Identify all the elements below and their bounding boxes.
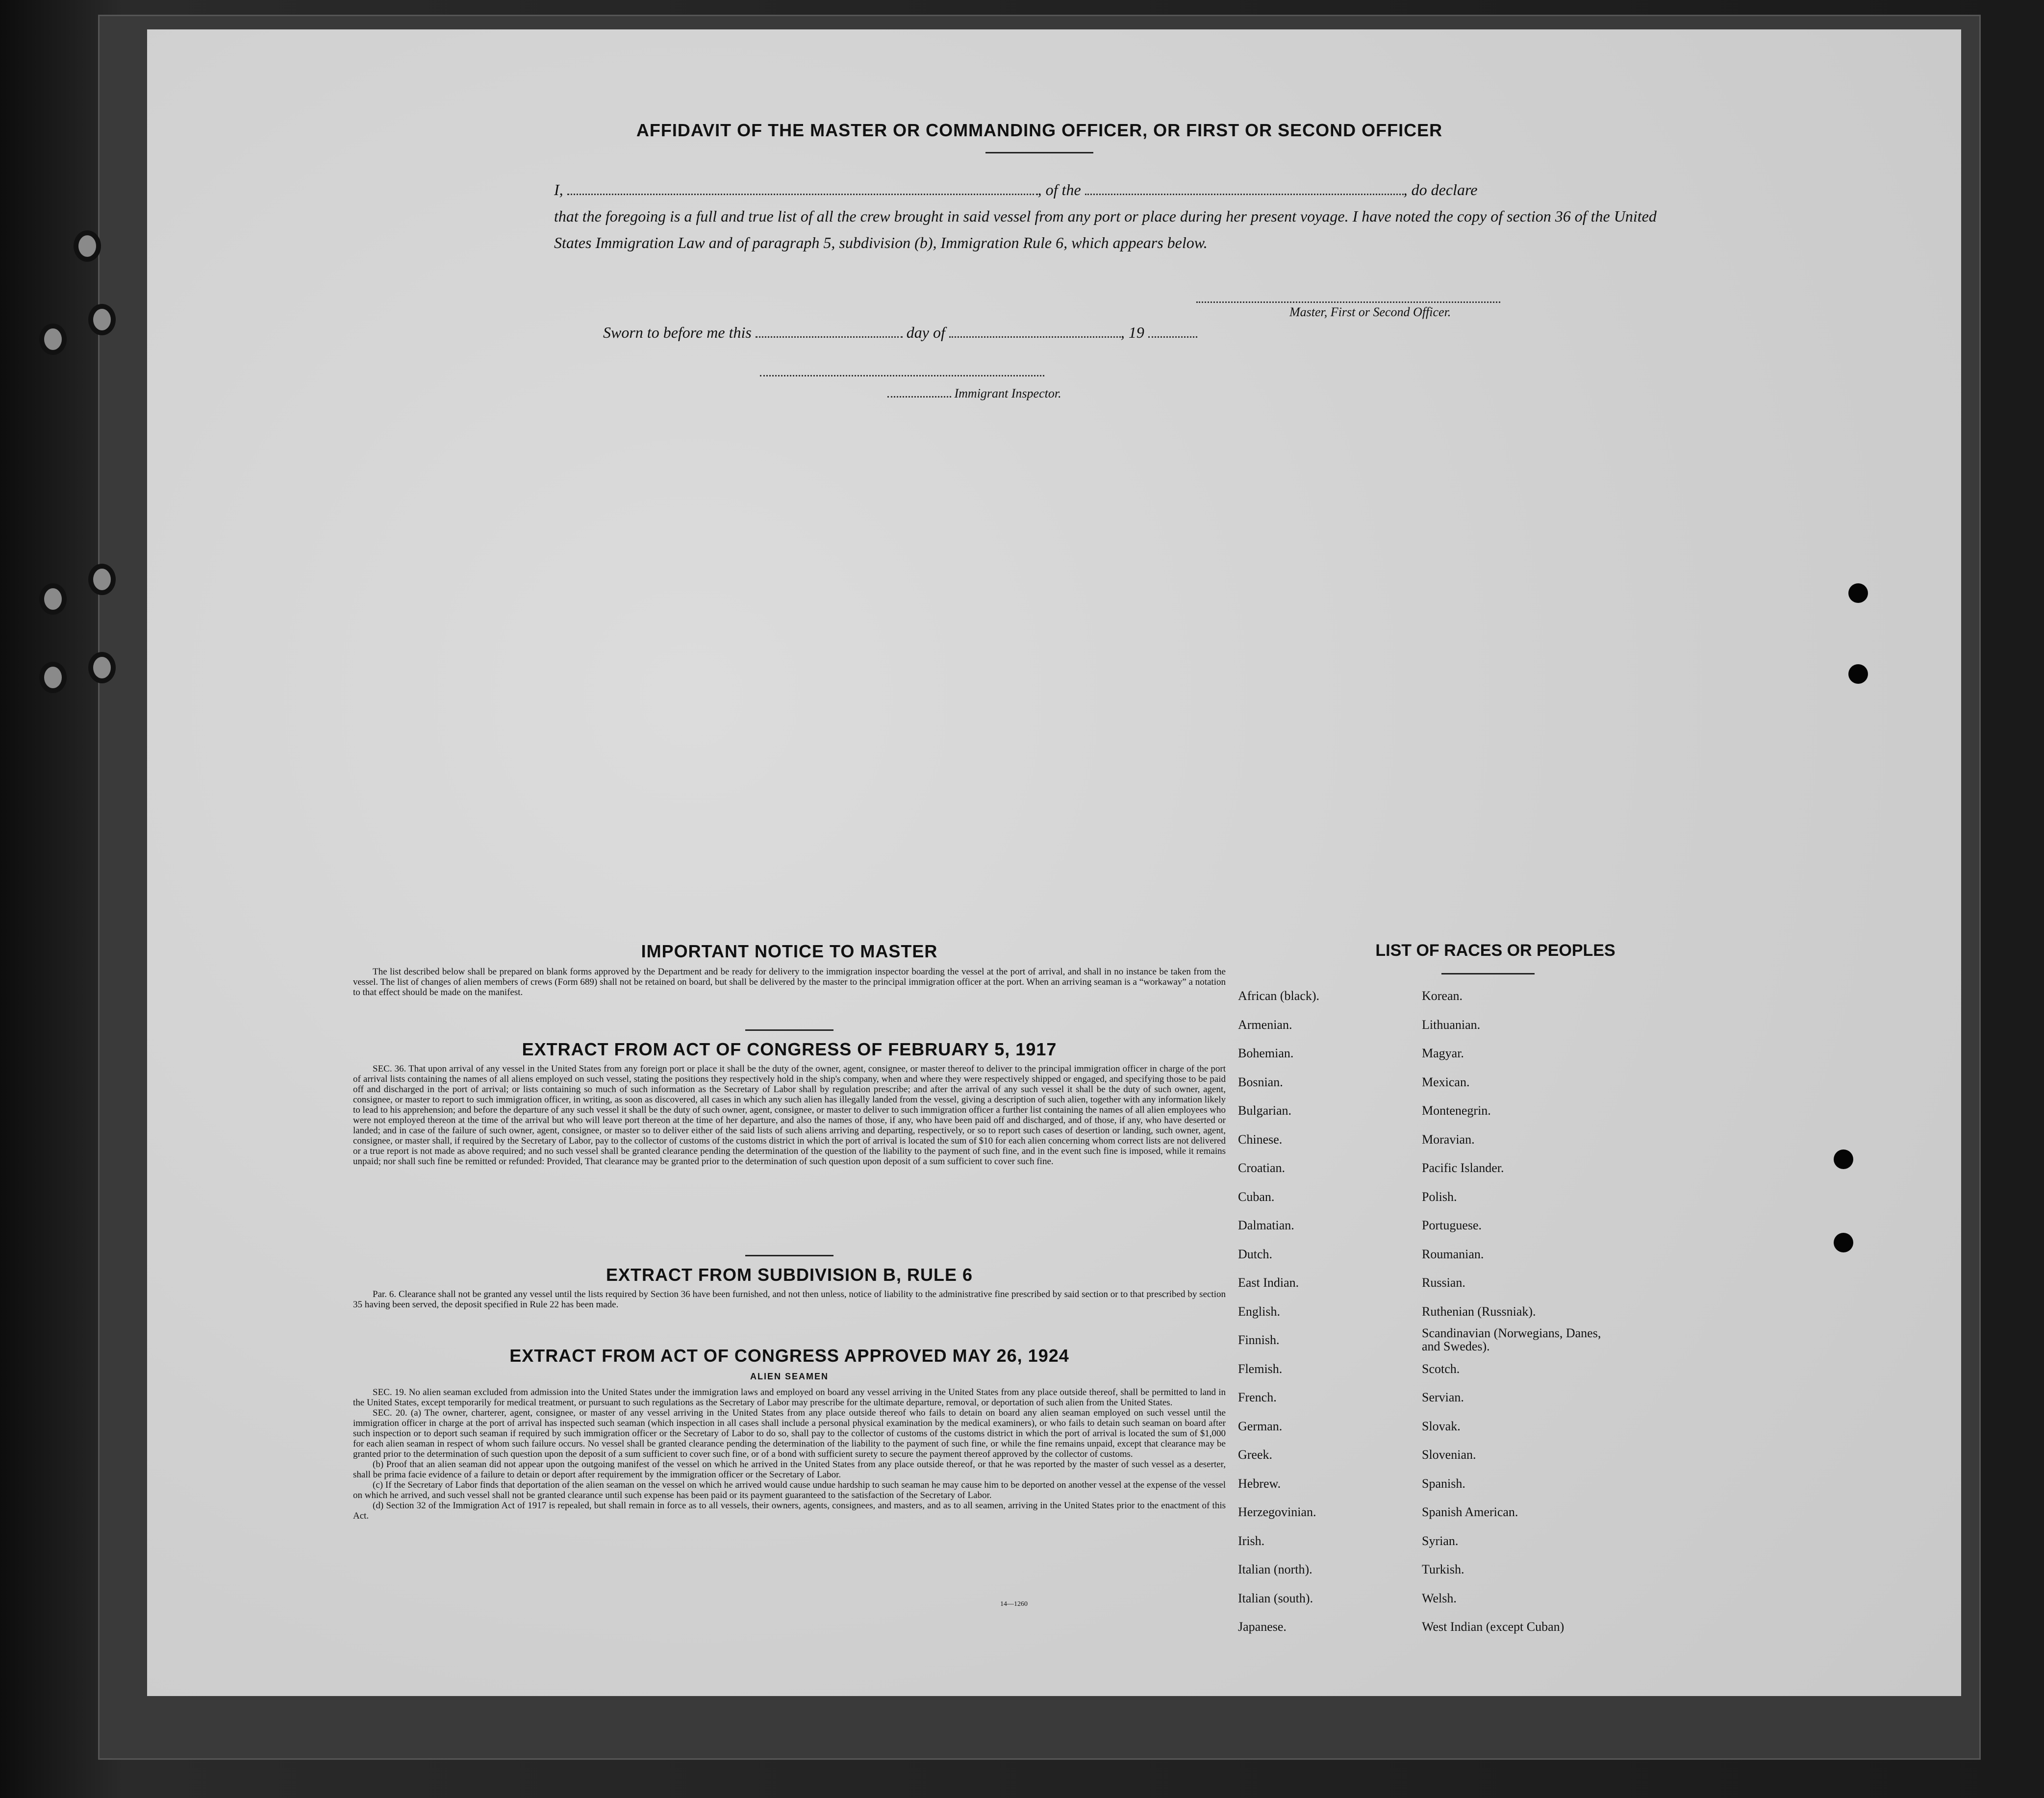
race-item: Syrian. xyxy=(1422,1533,1459,1548)
race-item: Bosnian. xyxy=(1238,1074,1283,1089)
race-item: Pacific Islander. xyxy=(1422,1161,1504,1175)
race-item: Scotch. xyxy=(1422,1361,1460,1376)
master-signature-label: Master, First or Second Officer. xyxy=(1289,305,1451,319)
race-item: Portuguese. xyxy=(1422,1218,1482,1232)
race-item: Slovak. xyxy=(1422,1419,1461,1433)
race-item: German. xyxy=(1238,1419,1283,1433)
race-item: Bulgarian. xyxy=(1238,1103,1292,1118)
race-item: Roumanian. xyxy=(1422,1247,1484,1261)
affidavit-statement xyxy=(554,176,1682,256)
race-item: East Indian. xyxy=(1238,1275,1299,1290)
punch-hole-icon xyxy=(1834,1149,1853,1169)
vessel-blank xyxy=(1085,181,1404,195)
race-item: Spanish. xyxy=(1422,1476,1465,1491)
race-item: Mexican. xyxy=(1422,1074,1470,1089)
affidavit-body: that the foregoing is a full and true list of all the crew brought in said vessel from any port or place during her present voyage. I have noted the copy of section 36 of the United States Immigration Law and of paragraph 5, subdivision (b), Immigration Rule 6, which appears below. xyxy=(554,207,1657,251)
race-item: Slovenian. xyxy=(1422,1448,1476,1462)
race-item: Moravian. xyxy=(1422,1132,1475,1147)
race-item: Chinese. xyxy=(1238,1132,1283,1147)
extract-rule6-title: EXTRACT FROM SUBDIVISION B, RULE 6 xyxy=(606,1265,973,1285)
race-item: Montenegrin. xyxy=(1422,1103,1491,1118)
race-item: Scandinavian (Norwegians, Danes, and Swedes). xyxy=(1422,1326,1601,1353)
race-item: Turkish. xyxy=(1422,1562,1464,1576)
name-blank xyxy=(567,181,1038,195)
race-item: Polish. xyxy=(1422,1189,1457,1204)
extract-1924-text: SEC. 19. No alien seaman excluded from admission into the United States under the immigration laws and employed on board any vessel arriving in the United States from any place outside thereof, shall be permitted to land in the United States, except temporarily for medical treatment, or pursuant to such regulations as the Secretary of Labor may prescribe for the ultimate departure, removal, or deportation of such alien from the United States. SEC. 20. (a) The owner, charterer, agent, consignee, or master of any vessel arriving in the United States from any place outside thereof who fails to detain on board any alien seaman employed on such vessel until the immigration officer in charge at the port of arrival has inspected such seaman (which inspection in all cases shall include a personal physical examination by the medical examiners), or who fails to detain such seaman on board after such inspection or to deport such seaman if required by such immigration officer or the Secretary of Labor to do so, shall pay to the collector of customs of the customs district in which the port of arrival is located the sum of $1,000 for each alien seaman in respect of whom such failure occurs. No vessel shall be granted clearance pending the determination of the liability to the payment of such fine, or while the fine remains unpaid, except that clearance may be granted prior to the determination of such question upon the deposit of a sum sufficient to cover such fine, or of a bond with sufficient surety to secure the payment thereof approved by the collector of customs. (b) Proof that an alien seaman did not appear upon the outgoing manifest of the vessel on which he arrived in the United States from any place outside thereof, or that he was reported by the master of such vessel as a deserter, shall be prima facie evidence of a failure to detain or deport after requirement by the immigration officer or the Secretary of Labor. (c) If the Secretary of Labor finds that deportation of the alien seaman on the vessel on which he arrived would cause undue hardship to such seaman he may cause him to be deported on another vessel at the expense of the vessel on which he arrived, and such vessel shall not be granted clearance until such expense has been paid or its payment guaranteed to the satisfaction of the Secretary of Labor. (d) Section 32 of the Immigration Act of 1917 is repealed, but shall remain in force as to all vessels, their owners, agents, consignees, and masters, and as to all seamen, arriving in the United States prior to the enactment of this Act. xyxy=(353,1387,1226,1521)
race-item: Russian. xyxy=(1422,1275,1465,1290)
race-item: Croatian. xyxy=(1238,1161,1286,1175)
extract-1917-title: EXTRACT FROM ACT OF CONGRESS OF FEBRUARY 5, 1917 xyxy=(522,1039,1057,1059)
race-item: West Indian (except Cuban) xyxy=(1422,1620,1565,1634)
race-item: Flemish. xyxy=(1238,1361,1283,1376)
race-item: Lithuanian. xyxy=(1422,1017,1481,1032)
sworn-line: Sworn to before me this day of , 19 xyxy=(603,324,1197,342)
race-item: French. xyxy=(1238,1390,1277,1404)
alien-seamen-subtitle: ALIEN SEAMEN xyxy=(750,1372,829,1381)
extract-1924-title: EXTRACT FROM ACT OF CONGRESS APPROVED MAY 26, 1924 xyxy=(509,1346,1069,1366)
race-item: Korean. xyxy=(1422,989,1463,1003)
binder-ring-icon xyxy=(39,324,67,355)
races-divider xyxy=(1441,973,1535,974)
race-item: Bohemian. xyxy=(1238,1046,1294,1060)
notice-title: IMPORTANT NOTICE TO MASTER xyxy=(641,941,938,961)
punch-hole-icon xyxy=(1848,583,1868,603)
race-item: Spanish American. xyxy=(1422,1505,1518,1519)
race-item: Herzegovinian. xyxy=(1238,1505,1316,1519)
affidavit-title: AFFIDAVIT OF THE MASTER OR COMMANDING OFFICER, OR FIRST OR SECOND OFFICER xyxy=(636,120,1443,140)
race-item: Greek. xyxy=(1238,1448,1273,1462)
punch-hole-icon xyxy=(1834,1233,1853,1252)
race-item: Ruthenian (Russniak). xyxy=(1422,1304,1536,1319)
races-title: LIST OF RACES OR PEOPLES xyxy=(1375,941,1615,960)
extract-1917-text: SEC. 36. That upon arrival of any vessel in the United States from any foreign port or place it shall be the duty of the owner, agent, consignee, or master thereof to deliver to the principal immigration officer in charge of the port of arrival lists containing the names of all aliens employed on such vessel, stating the positions they respectively hold in the ship's company, when and where they were respectively shipped or engaged, and specifying those to be paid off and discharged in the port of arrival; or lists containing so much of such information as the Secretary of Labor shall by regulation prescribe; and after the arrival of any such vessel it shall be the duty of such owner, agent, consignee, or master to report to such immigration officer, in writing, as soon as discovered, all cases in which any such alien has illegally landed from the vessel, giving a description of such alien, together with any information likely to lead to his apprehension; and before the departure of any such vessel it shall be the duty of such owner, agent, consignee, or master to deliver to such immigration officer a further list containing the names of all alien employees who were not employed thereon at the time of the arrival but who will leave port thereon at the time of her departure, and also the names of those, if any, who have been paid off and discharged, and of those, if any, who have deserted or landed; and in case of the failure of such owner, agent, consignee, or master so to deliver either of the said lists of such aliens arriving and departing, respectively, or so to report such cases of desertion or landing, such owner, agent, consignee, or master shall, if required by the Secretary of Labor, pay to the collector of customs of the customs district in which the port of arrival is located the sum of $10 for each alien concerning whom correct lists are not delivered or a true report is not made as above required; and no such vessel shall be granted clearance pending the determination of the question of the liability to the payment of such fine, and in the event such fine is imposed, while it remains unpaid; nor shall such fine be remitted or refunded: Provided, That clearance may be granted prior to the determination of such question upon deposit of a sum sufficient to cover such fine. xyxy=(353,1064,1226,1167)
binder-ring-icon xyxy=(39,662,67,693)
title-divider xyxy=(985,152,1093,153)
race-item: Japanese. xyxy=(1238,1620,1287,1634)
race-item: Dutch. xyxy=(1238,1247,1273,1261)
binder-ring-icon xyxy=(74,230,101,262)
race-item: Italian (north). xyxy=(1238,1562,1312,1576)
race-item: Servian. xyxy=(1422,1390,1464,1404)
document-page xyxy=(147,29,1961,1696)
binder-ring-icon xyxy=(88,564,116,595)
race-item: Irish. xyxy=(1238,1533,1265,1548)
inspector-signature-label: Immigrant Inspector. xyxy=(887,386,1061,401)
race-item: Dalmatian. xyxy=(1238,1218,1294,1232)
divider xyxy=(745,1029,833,1031)
form-number: 14—1260 xyxy=(1000,1600,1028,1608)
binder-ring-icon xyxy=(39,583,67,615)
race-item: Magyar. xyxy=(1422,1046,1464,1060)
day-blank xyxy=(756,324,903,338)
race-item: Hebrew. xyxy=(1238,1476,1281,1491)
race-item: Italian (south). xyxy=(1238,1591,1313,1605)
divider xyxy=(745,1255,833,1256)
notice-text: The list described below shall be prepared on blank forms approved by the Department and be ready for delivery to the immigration inspector boarding the vessel at the port of arrival, and shall in no instance be taken from the vessel. The list of changes of alien members of crews (Form 689) shall not be retained on board, but shall be delivered by the master to the principal immigration officer at the port. When an arriving seaman is a “workaway” a notation to that effect should be made on the manifest. xyxy=(353,967,1226,998)
inspector-signature-line xyxy=(760,375,1044,376)
punch-hole-icon xyxy=(1848,664,1868,684)
race-item: African (black). xyxy=(1238,989,1320,1003)
race-item: Finnish. xyxy=(1238,1333,1280,1347)
binder-ring-icon xyxy=(88,652,116,683)
race-item: Cuban. xyxy=(1238,1189,1275,1204)
race-item: Welsh. xyxy=(1422,1591,1457,1605)
race-item: Armenian. xyxy=(1238,1017,1292,1032)
extract-rule6-text: Par. 6. Clearance shall not be granted any vessel until the lists required by Section 36 have been furnished, and not then unless, notice of liability to the administrative fine prescribed by said section or to that prescribed by section 35 having been served, the deposit specified in Rule 22 has been made. xyxy=(353,1289,1226,1310)
year-blank xyxy=(1148,324,1197,338)
master-signature-line xyxy=(1196,301,1500,303)
month-blank xyxy=(949,324,1121,338)
binder-ring-icon xyxy=(88,304,116,335)
race-item: English. xyxy=(1238,1304,1280,1319)
declaration-line: I, , of the , do declare xyxy=(554,181,1478,199)
